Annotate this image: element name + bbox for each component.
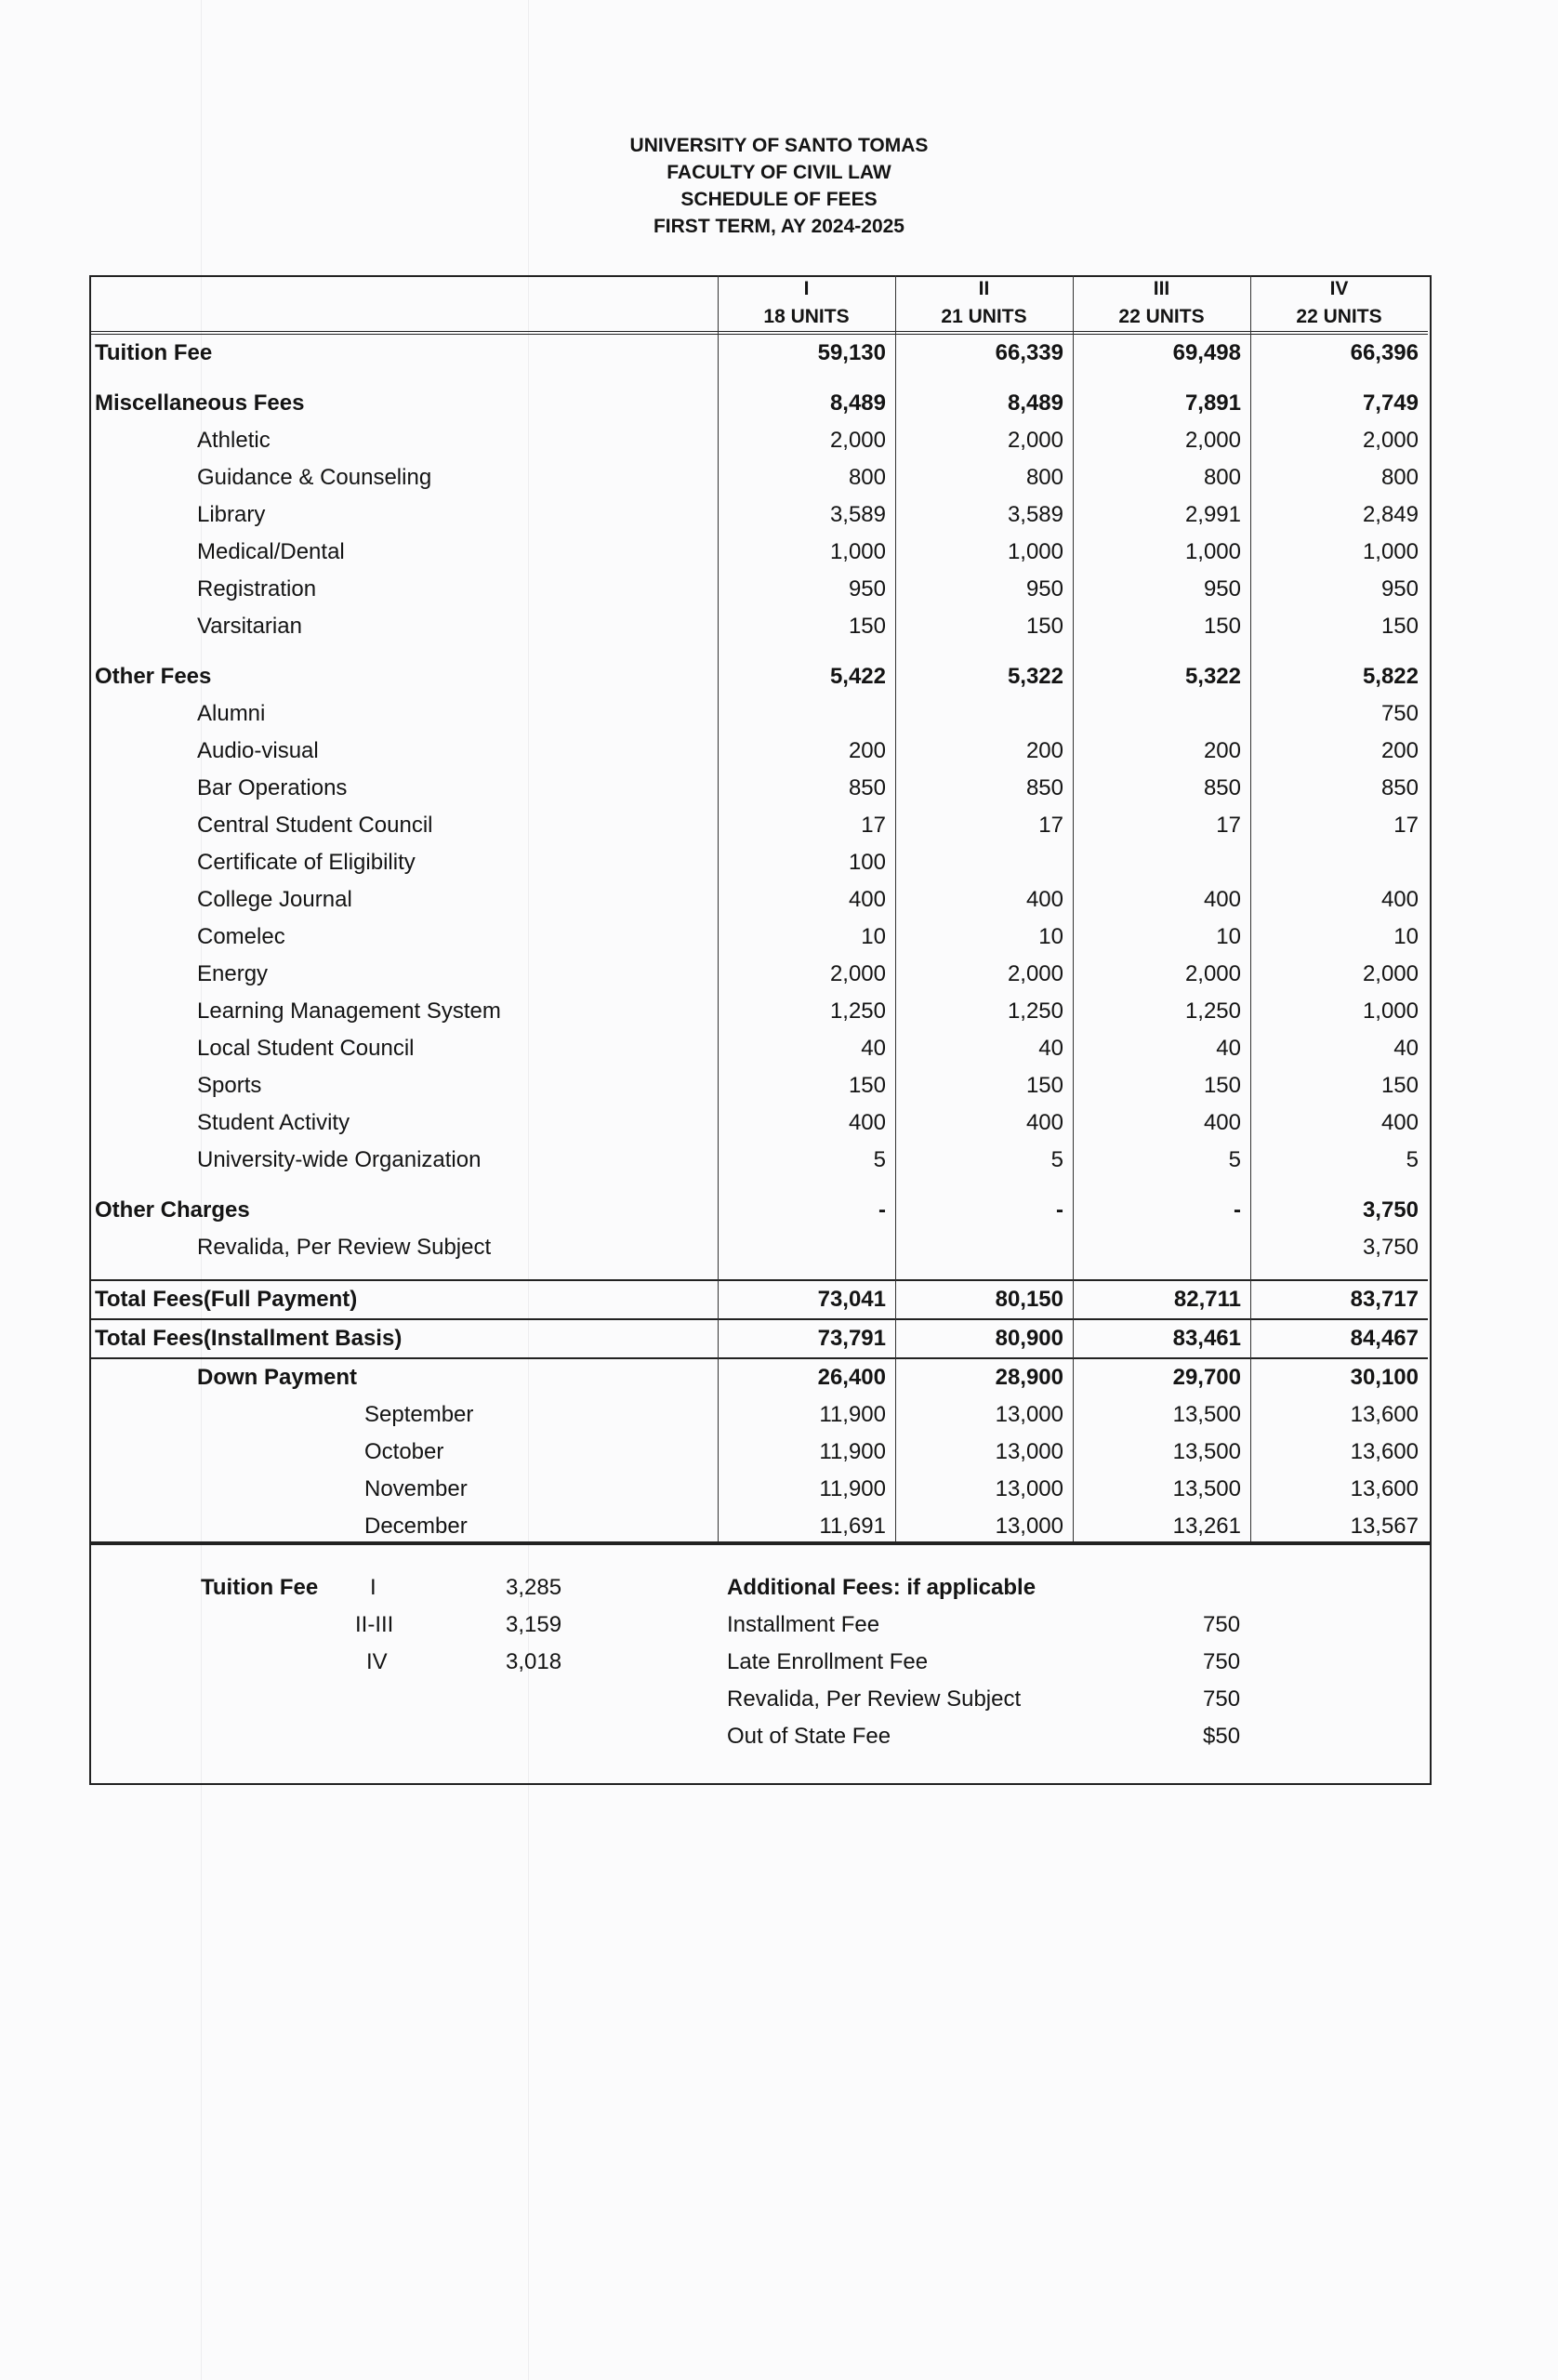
fee-label: Other Charges [95, 1197, 250, 1223]
fee-label: Total Fees(Installment Basis) [89, 1319, 718, 1358]
fee-amount: 150 [848, 614, 886, 639]
spacer-row [89, 645, 1428, 658]
fee-amount: 13,600 [1350, 1402, 1419, 1427]
fee-category-row [89, 333, 1428, 372]
fee-amount: 5 [1050, 1147, 1063, 1172]
fee-amount [1073, 844, 1250, 881]
fee-amount [1073, 695, 1250, 733]
fee-item-row [89, 1104, 1428, 1142]
fee-amount: 400 [848, 887, 886, 912]
fee-item-row [89, 1030, 1428, 1067]
fee-amount: 850 [848, 775, 886, 800]
fee-amount: - [878, 1197, 886, 1223]
fee-amount: 73,791 [718, 1319, 895, 1358]
fee-label: Revalida, Per Review Subject [197, 1235, 492, 1260]
fee-label: November [364, 1476, 468, 1501]
fee-amount: 8,489 [1007, 390, 1063, 416]
fee-amount: 400 [1380, 887, 1419, 912]
fee-amount: 2,000 [1007, 428, 1063, 453]
fee-item-row [89, 1229, 1428, 1266]
fee-category-row [89, 385, 1428, 422]
fee-amount: 1,250 [1184, 998, 1241, 1024]
fee-item-row [89, 534, 1428, 571]
fee-amount: 26,400 [817, 1365, 886, 1390]
fee-amount: 400 [1380, 1110, 1419, 1135]
fee-amount: 13,500 [1172, 1402, 1241, 1427]
fee-amount: 80,900 [895, 1319, 1073, 1358]
additional-fee-label: Installment Fee [727, 1612, 880, 1637]
rate-year: IV [366, 1649, 388, 1674]
units-header: 21 UNITS [895, 303, 1073, 333]
fee-label: October [364, 1439, 444, 1464]
fee-amount: 2,000 [1007, 961, 1063, 986]
rate-year: II-III [355, 1612, 394, 1637]
fee-category-row [89, 1192, 1428, 1229]
fee-item-row [89, 1142, 1428, 1179]
units-header-row [89, 303, 1428, 333]
fee-amount: 40 [1393, 1036, 1419, 1061]
fee-label: Alumni [197, 701, 266, 726]
year-header-row [89, 275, 1428, 303]
fee-schedule-table [89, 275, 1428, 1545]
fee-amount: 950 [848, 576, 886, 602]
additional-fee-amount: $50 [1203, 1724, 1241, 1749]
fee-item-row [89, 496, 1428, 534]
fee-amount: 13,567 [1350, 1514, 1419, 1539]
fee-label: Audio-visual [197, 738, 319, 763]
fee-item-row [89, 1067, 1428, 1104]
additional-fee-label: Late Enrollment Fee [727, 1649, 929, 1674]
fee-amount: 750 [1380, 701, 1419, 726]
fee-amount: 73,041 [718, 1280, 895, 1319]
fee-amount: 10 [1038, 924, 1063, 949]
fee-amount: 59,130 [817, 340, 886, 365]
fee-label: College Journal [197, 887, 352, 912]
fee-item-row [89, 1396, 1428, 1434]
document-title: SCHEDULE OF FEES [680, 189, 878, 210]
fee-item-row [89, 770, 1428, 807]
fee-item-row [89, 1358, 1428, 1396]
rate-value: 3,018 [506, 1649, 562, 1674]
fee-item-row [89, 571, 1428, 608]
fee-amount: 2,991 [1184, 502, 1241, 527]
fee-amount: 13,600 [1350, 1476, 1419, 1501]
fee-item-row [89, 459, 1428, 496]
fee-amount: 11,691 [819, 1514, 886, 1539]
document-header [0, 132, 1558, 240]
fee-amount: 150 [1380, 614, 1419, 639]
tuition-rate-title: Tuition Fee [201, 1575, 319, 1600]
fee-label: Athletic [197, 428, 271, 453]
fee-amount: 28,900 [995, 1365, 1063, 1390]
fee-amount: 17 [1038, 813, 1063, 838]
additional-fee-label: Revalida, Per Review Subject [727, 1686, 1022, 1712]
fee-label: Bar Operations [197, 775, 348, 800]
fee-amount: 1,000 [829, 539, 886, 564]
fee-item-row [89, 695, 1428, 733]
fee-label: Student Activity [197, 1110, 350, 1135]
fee-amount: 200 [1025, 738, 1063, 763]
fee-amount: 150 [1025, 1073, 1063, 1098]
header-blank [89, 275, 718, 303]
fee-amount: 40 [1038, 1036, 1063, 1061]
spacer-row [89, 1266, 1428, 1280]
spacer-row [89, 1179, 1428, 1192]
column-divider [1073, 275, 1074, 1541]
fee-amount: 5,422 [829, 664, 886, 689]
fee-amount: 40 [1216, 1036, 1241, 1061]
fee-amount: 40 [861, 1036, 886, 1061]
fee-amount: 3,589 [829, 502, 886, 527]
rate-value: 3,159 [506, 1612, 562, 1637]
fee-amount: 850 [1025, 775, 1063, 800]
fee-amount: 83,461 [1073, 1319, 1250, 1358]
fee-item-row [89, 1508, 1428, 1545]
fee-label: December [364, 1514, 468, 1539]
fee-label: Certificate of Eligibility [197, 850, 416, 875]
fee-amount: 200 [1203, 738, 1241, 763]
fee-label: Local Student Council [197, 1036, 415, 1061]
fee-amount: 2,000 [1184, 961, 1241, 986]
fee-label: Other Fees [95, 664, 212, 689]
spacer-row [89, 372, 1428, 385]
fee-amount: 1,250 [829, 998, 886, 1024]
fee-amount: 66,339 [995, 340, 1063, 365]
fee-amount: 2,000 [829, 961, 886, 986]
fee-amount: 950 [1203, 576, 1241, 602]
additional-fees-title: Additional Fees: if applicable [727, 1575, 1036, 1600]
fee-amount: 8,489 [829, 390, 886, 416]
fee-item-row [89, 1434, 1428, 1471]
fee-amount: 13,000 [995, 1402, 1063, 1427]
fee-amount: 11,900 [819, 1402, 886, 1427]
fee-amount: 13,000 [995, 1514, 1063, 1539]
column-divider [1250, 275, 1251, 1541]
fee-amount: 69,498 [1172, 340, 1241, 365]
fee-amount: 10 [1216, 924, 1241, 949]
fee-item-row [89, 881, 1428, 919]
fee-item-row [89, 919, 1428, 956]
fee-amount: 7,749 [1362, 390, 1419, 416]
fee-amount: 800 [1203, 465, 1241, 490]
fee-amount: 13,500 [1172, 1476, 1241, 1501]
fee-amount: 3,750 [1362, 1197, 1419, 1223]
fee-label: Tuition Fee [95, 340, 213, 365]
fee-item-row [89, 422, 1428, 459]
column-divider [718, 275, 719, 1541]
additional-fee-amount: 750 [1203, 1649, 1241, 1674]
units-header: 18 UNITS [718, 303, 895, 333]
fee-label: Varsitarian [197, 614, 302, 639]
fee-amount: 13,000 [995, 1439, 1063, 1464]
fee-amount: 400 [1025, 1110, 1063, 1135]
fee-label: Sports [197, 1073, 262, 1098]
term-label: FIRST TERM, AY 2024-2025 [653, 216, 904, 237]
fee-amount: 17 [861, 813, 886, 838]
fee-label: Medical/Dental [197, 539, 345, 564]
units-header: 22 UNITS [1073, 303, 1250, 333]
university-name: UNIVERSITY OF SANTO TOMAS [629, 135, 929, 156]
fee-amount: 3,750 [1362, 1235, 1419, 1260]
fee-amount: 150 [1203, 614, 1241, 639]
fee-category-row [89, 1319, 1428, 1358]
fee-amount: 66,396 [1350, 340, 1419, 365]
year-header: IV [1329, 278, 1349, 299]
fee-category-row [89, 658, 1428, 695]
fee-amount: 17 [1393, 813, 1419, 838]
fee-label: University-wide Organization [197, 1147, 482, 1172]
fee-amount: 400 [848, 1110, 886, 1135]
fee-amount: 1,000 [1362, 998, 1419, 1024]
fee-amount: 1,250 [1007, 998, 1063, 1024]
fee-amount: 3,589 [1007, 502, 1063, 527]
additional-fee-amount: 750 [1203, 1612, 1241, 1637]
fee-amount: 13,000 [995, 1476, 1063, 1501]
fee-amount: 1,000 [1184, 539, 1241, 564]
spacer-cell [89, 1179, 1428, 1192]
fee-amount: 200 [848, 738, 886, 763]
year-header: II [978, 278, 990, 299]
fee-item-row [89, 608, 1428, 645]
fee-amount [718, 695, 895, 733]
fee-amount: - [1056, 1197, 1063, 1223]
fee-amount [895, 1229, 1073, 1266]
fee-amount: 2,000 [1362, 961, 1419, 986]
additional-fee-amount: 750 [1203, 1686, 1241, 1712]
fee-amount: 5,322 [1184, 664, 1241, 689]
fee-label: Comelec [197, 924, 285, 949]
fee-amount: 13,600 [1350, 1439, 1419, 1464]
fee-amount: 850 [1203, 775, 1241, 800]
fee-amount: 17 [1216, 813, 1241, 838]
fee-amount: 950 [1025, 576, 1063, 602]
fee-amount: 950 [1380, 576, 1419, 602]
rate-year: I [370, 1575, 376, 1600]
fee-amount: 200 [1380, 738, 1419, 763]
fee-category-row [89, 1280, 1428, 1319]
spacer-cell [89, 1266, 1428, 1280]
fee-label: Library [197, 502, 266, 527]
fee-amount: 150 [848, 1073, 886, 1098]
fee-amount: 400 [1025, 887, 1063, 912]
fee-amount: 1,000 [1362, 539, 1419, 564]
fee-amount: 2,849 [1362, 502, 1419, 527]
fee-item-row [89, 807, 1428, 844]
rate-value: 3,285 [506, 1575, 562, 1600]
fee-label: Down Payment [197, 1365, 358, 1390]
fee-amount [718, 1229, 895, 1266]
fee-amount: 800 [1025, 465, 1063, 490]
fee-amount: 2,000 [1184, 428, 1241, 453]
fee-label: Learning Management System [197, 998, 501, 1024]
fee-amount: 850 [1380, 775, 1419, 800]
fee-label: Total Fees(Full Payment) [89, 1280, 718, 1319]
fee-amount: 5 [1406, 1147, 1419, 1172]
fee-item-row [89, 844, 1428, 881]
fee-amount: 7,891 [1184, 390, 1241, 416]
fee-amount [895, 844, 1073, 881]
fee-amount: 2,000 [1362, 428, 1419, 453]
fee-amount: 82,711 [1073, 1280, 1250, 1319]
fee-amount: 400 [1203, 887, 1241, 912]
fee-amount: 5 [1228, 1147, 1241, 1172]
fee-amount [1250, 844, 1428, 881]
fee-amount: 150 [1025, 614, 1063, 639]
fee-amount: 10 [861, 924, 886, 949]
fee-amount: 30,100 [1350, 1365, 1419, 1390]
fee-amount: 29,700 [1172, 1365, 1241, 1390]
fee-amount: 83,717 [1250, 1280, 1428, 1319]
fee-label: Central Student Council [197, 813, 433, 838]
fee-amount: 13,500 [1172, 1439, 1241, 1464]
units-header: 22 UNITS [1250, 303, 1428, 333]
year-header: I [803, 278, 810, 299]
fee-amount: 100 [848, 850, 886, 875]
footer-notes [89, 1541, 1432, 1785]
fee-amount: 84,467 [1250, 1319, 1428, 1358]
fee-item-row [89, 993, 1428, 1030]
fee-amount [895, 695, 1073, 733]
fee-amount: 80,150 [895, 1280, 1073, 1319]
fee-amount [1073, 1229, 1250, 1266]
fee-amount: 150 [1203, 1073, 1241, 1098]
fee-amount: 800 [848, 465, 886, 490]
fee-label: Registration [197, 576, 317, 602]
fee-amount: 800 [1380, 465, 1419, 490]
header-blank [89, 303, 718, 333]
faculty-name: FACULTY OF CIVIL LAW [667, 162, 891, 183]
fee-amount: 11,900 [819, 1439, 886, 1464]
additional-fee-label: Out of State Fee [727, 1724, 891, 1749]
year-header: III [1153, 278, 1170, 299]
fee-amount: 11,900 [819, 1476, 886, 1501]
fee-amount: 400 [1203, 1110, 1241, 1135]
fee-amount: 150 [1380, 1073, 1419, 1098]
fee-label: September [364, 1402, 474, 1427]
fee-item-row [89, 956, 1428, 993]
fee-amount: 10 [1393, 924, 1419, 949]
fee-amount: 2,000 [829, 428, 886, 453]
fee-label: Guidance & Counseling [197, 465, 432, 490]
fee-amount: 13,261 [1172, 1514, 1241, 1539]
fee-label: Energy [197, 961, 269, 986]
column-divider [895, 275, 896, 1541]
spacer-cell [89, 645, 1428, 658]
fee-amount: 5 [873, 1147, 886, 1172]
fee-item-row [89, 1471, 1428, 1508]
fee-amount: 5,322 [1007, 664, 1063, 689]
fee-label: Miscellaneous Fees [95, 390, 305, 416]
fee-amount: 5,822 [1362, 664, 1419, 689]
fee-amount: - [1234, 1197, 1241, 1223]
fee-item-row [89, 733, 1428, 770]
spacer-cell [89, 372, 1428, 385]
fee-amount: 1,000 [1007, 539, 1063, 564]
